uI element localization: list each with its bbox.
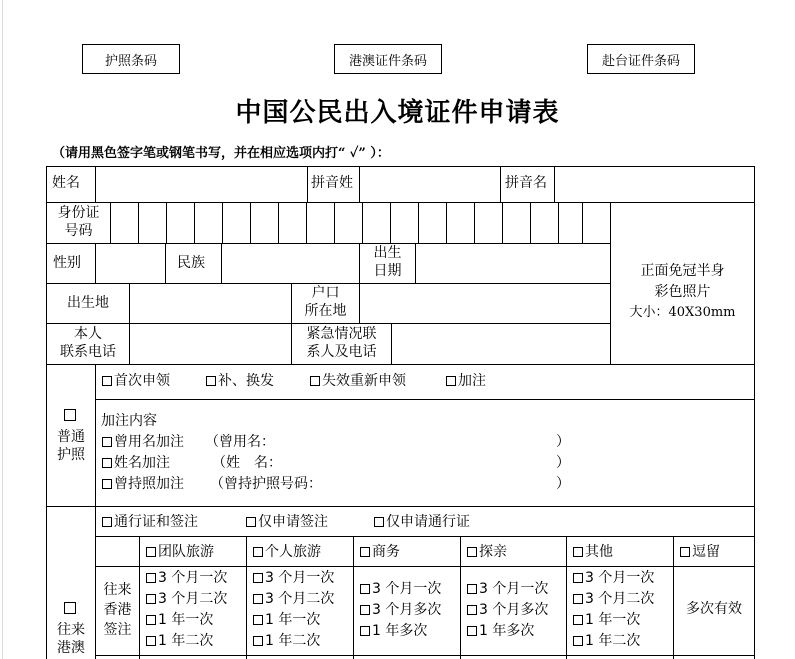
option-label: 失效重新申领: [322, 373, 406, 389]
vline: [566, 536, 567, 659]
option-label: 仅申请签注: [258, 514, 328, 530]
hk-option-permit-and-visa[interactable]: [102, 513, 198, 532]
checkbox-icon: [102, 479, 112, 489]
option-label: 3 个月一次: [479, 581, 549, 597]
pinyin-given-label: 拼音名: [505, 175, 547, 191]
vline: [129, 283, 130, 324]
vline: [139, 536, 140, 659]
photo-note-line3: 大小：40X30mm: [629, 305, 736, 320]
ethnicity-label: 民族: [177, 255, 205, 271]
hk-option-visa-only[interactable]: [246, 513, 328, 532]
option-label: 曾持照加注: [114, 476, 184, 492]
vline: [502, 202, 503, 244]
option-label: 仅申请通行证: [386, 514, 470, 530]
option-label: 3 个月一次: [158, 570, 228, 586]
option-label: 1 年多次: [372, 623, 428, 639]
checkbox-icon: [573, 615, 583, 625]
checkbox-icon: [467, 584, 477, 594]
checkbox-icon: [146, 615, 156, 625]
emergency-contact-label-line1: 紧急情况联: [306, 326, 377, 342]
other-option[interactable]: [573, 590, 654, 609]
taiwan-barcode-label: 赴台证件条码: [601, 53, 680, 69]
vline: [222, 202, 223, 244]
vline: [110, 202, 111, 244]
hk-row-label-line1: 往来: [103, 582, 132, 598]
other-option[interactable]: [573, 632, 640, 651]
checkbox-icon: [360, 605, 370, 615]
stay-multiple-valid: 多次有效: [686, 601, 742, 617]
checkbox-icon: [467, 605, 477, 615]
vline: [278, 202, 279, 244]
vline: [673, 536, 674, 659]
option-label: 团队旅游: [158, 544, 214, 560]
vline: [474, 202, 475, 244]
phone-label-line2: 联系电话: [60, 344, 116, 360]
option-label: 1 年一次: [585, 612, 641, 628]
personal-tour-option[interactable]: [253, 632, 320, 651]
checkbox-icon: [146, 594, 156, 604]
vline: [307, 166, 308, 203]
vline: [391, 323, 392, 365]
pinyin-surname-label: 拼音姓: [311, 175, 353, 191]
checkbox-icon: [146, 573, 156, 583]
checkbox-icon: [206, 376, 216, 386]
option-label: 个人旅游: [265, 544, 321, 560]
personal-tour-option[interactable]: [253, 569, 334, 588]
vline: [246, 536, 247, 659]
taiwan-barcode-box: [587, 44, 695, 74]
visa-type-stay[interactable]: [680, 543, 720, 562]
vline: [558, 202, 559, 244]
hline: [46, 364, 755, 365]
checkbox-icon: [102, 458, 112, 468]
option-label: 3 个月多次: [479, 602, 549, 618]
id-number-label-line2: 号码: [64, 223, 93, 239]
checkbox-icon: [573, 547, 583, 557]
group-tour-option[interactable]: [146, 632, 213, 651]
checkbox-icon: [253, 636, 263, 646]
checkbox-icon: [446, 376, 456, 386]
group-tour-option[interactable]: [146, 590, 227, 609]
checkbox-icon: [310, 376, 320, 386]
checkbox-icon: [360, 584, 370, 594]
visit-family-option[interactable]: [467, 601, 548, 620]
id-number-label-line1: 身份证: [57, 205, 100, 221]
hkmacau-section-label-line2: 港澳: [57, 640, 85, 656]
option-label: 3 个月二次: [585, 591, 655, 607]
passport-section-label-line1: 普通: [57, 429, 85, 445]
option-label: 其他: [585, 544, 613, 560]
vline: [166, 202, 167, 244]
option-label: 通行证和签注: [114, 514, 198, 530]
hkmacau-barcode-label: 港澳证件条码: [348, 53, 427, 69]
hline: [95, 536, 755, 537]
vline: [221, 243, 222, 284]
vline: [334, 202, 335, 244]
checkbox-icon: [573, 636, 583, 646]
birth-date-label-line2: 日期: [373, 263, 402, 279]
instruction-note: （请用黑色签字笔或钢笔书写，并在相应选项内打“ ✓” ）：: [52, 146, 390, 161]
hk-row-label-line2: 香港: [103, 602, 132, 618]
option-label: 曾用名加注: [114, 434, 184, 450]
passport-barcode-label: 护照条码: [104, 53, 157, 69]
endorse-former-passport-detail: （曾持护照号码：: [210, 476, 322, 492]
checkbox-icon: [253, 594, 263, 604]
form-title: 中国公民出入境证件申请表: [235, 98, 560, 128]
passport-option-endorse[interactable]: [446, 372, 486, 391]
checkbox-icon: [467, 547, 477, 557]
hline: [95, 399, 755, 400]
other-option[interactable]: [573, 569, 654, 588]
option-label: 首次申领: [114, 373, 170, 389]
visit-family-option[interactable]: [467, 580, 548, 599]
option-label: 3 个月多次: [372, 602, 442, 618]
vline: [138, 202, 139, 244]
phone-label-line1: 本人: [74, 326, 102, 342]
checkbox-icon: [680, 547, 690, 557]
passport-section-label-line2: 护照: [57, 447, 85, 463]
photo-note-line1: 正面免冠半身: [640, 263, 725, 279]
frame-right: [754, 166, 755, 659]
checkbox-icon: [360, 626, 370, 636]
checkbox-icon: [253, 547, 263, 557]
visa-type-personal-tour[interactable]: [253, 543, 321, 562]
checkbox-icon: [360, 547, 370, 557]
emergency-contact-label-line2: 系人及电话: [306, 344, 377, 360]
option-label: 3 个月一次: [585, 570, 655, 586]
passport-option-replace[interactable]: [206, 372, 274, 391]
name-label: 姓名: [52, 175, 80, 191]
endorse-name-close: ）: [556, 455, 570, 471]
hkmacau-section-label-line1: 往来: [57, 622, 85, 638]
hline: [46, 202, 755, 203]
checkbox-icon: [253, 615, 263, 625]
option-label: 3 个月一次: [372, 581, 442, 597]
option-label: 3 个月二次: [158, 591, 228, 607]
hk-row-label-line3: 签注: [103, 622, 132, 638]
passport-barcode-box: [82, 44, 180, 74]
option-label: 1 年二次: [585, 633, 641, 649]
business-option[interactable]: [360, 622, 427, 641]
option-label: 3 个月一次: [265, 570, 335, 586]
endorse-former-passport[interactable]: [102, 475, 184, 494]
vline: [95, 364, 96, 507]
checkbox-icon: [146, 547, 156, 557]
option-label: 1 年二次: [265, 633, 321, 649]
visa-type-group-tour[interactable]: [146, 543, 214, 562]
hkmacau-section-checkbox[interactable]: [64, 602, 76, 614]
checkbox-icon: [102, 376, 112, 386]
visa-type-business[interactable]: [360, 543, 400, 562]
passport-section-checkbox[interactable]: [64, 409, 76, 421]
option-label: 1 年二次: [158, 633, 214, 649]
vline: [460, 536, 461, 659]
photo-note-line2: 彩色照片: [654, 284, 711, 300]
option-label: 探亲: [479, 544, 507, 560]
visa-type-visit-family[interactable]: [467, 543, 507, 562]
hkmacau-barcode-box: [334, 44, 442, 74]
vline: [359, 166, 360, 203]
option-label: 逗留: [692, 544, 720, 560]
option-label: 1 年多次: [479, 623, 535, 639]
visit-family-option[interactable]: [467, 622, 534, 641]
vline: [95, 166, 96, 203]
hline: [46, 243, 610, 244]
group-tour-option[interactable]: [146, 611, 213, 630]
group-tour-option[interactable]: [146, 569, 227, 588]
business-option[interactable]: [360, 601, 441, 620]
checkbox-icon: [573, 573, 583, 583]
business-option[interactable]: [360, 580, 441, 599]
vline: [95, 243, 96, 284]
option-label: 3 个月二次: [265, 591, 335, 607]
checkbox-icon: [573, 594, 583, 604]
sex-label: 性别: [53, 255, 81, 271]
checkbox-icon: [102, 437, 112, 447]
checkbox-icon: [102, 517, 112, 527]
endorse-former-name-detail: （曾用名：: [205, 434, 275, 450]
option-label: 1 年一次: [265, 612, 321, 628]
endorse-former-passport-close: ）: [556, 476, 570, 492]
birth-date-label-line1: 出生: [373, 245, 402, 261]
checkbox-icon: [374, 517, 384, 527]
option-label: 补、换发: [218, 373, 274, 389]
option-label: 加注: [458, 373, 486, 389]
hukou-label-line1: 户口: [311, 285, 340, 301]
other-option[interactable]: [573, 611, 640, 630]
hline: [46, 506, 755, 507]
endorse-content-title: 加注内容: [101, 413, 157, 429]
vline: [165, 243, 166, 284]
checkbox-icon: [246, 517, 256, 527]
vline: [194, 202, 195, 244]
endorse-former-name[interactable]: [102, 433, 184, 452]
personal-tour-option[interactable]: [253, 611, 320, 630]
endorse-name[interactable]: [102, 454, 170, 473]
option-label: 1 年一次: [158, 612, 214, 628]
vline: [250, 202, 251, 244]
vline: [359, 283, 360, 324]
vline: [306, 202, 307, 244]
hk-option-permit-only[interactable]: [374, 513, 470, 532]
personal-tour-option[interactable]: [253, 590, 334, 609]
hline: [95, 566, 755, 567]
passport-option-reapply[interactable]: [310, 372, 406, 391]
endorse-name-detail: （姓 名：: [212, 455, 282, 471]
hline: [46, 323, 610, 324]
checkbox-icon: [146, 636, 156, 646]
checkbox-icon: [253, 573, 263, 583]
vline: [500, 166, 501, 203]
vline: [554, 166, 555, 203]
vline: [415, 243, 416, 284]
visa-type-other[interactable]: [573, 543, 613, 562]
vline: [362, 202, 363, 244]
endorse-former-name-close: ）: [556, 434, 570, 450]
vline: [390, 202, 391, 244]
vline: [418, 202, 419, 244]
vline: [446, 202, 447, 244]
hukou-label-line2: 所在地: [304, 303, 347, 319]
vline: [129, 323, 130, 365]
hline: [95, 655, 755, 656]
checkbox-icon: [467, 626, 477, 636]
vline: [530, 202, 531, 244]
option-label: 商务: [372, 544, 400, 560]
option-label: 姓名加注: [114, 455, 170, 471]
vline: [353, 536, 354, 659]
frame-top: [46, 166, 755, 167]
birthplace-label: 出生地: [67, 295, 109, 311]
vline: [582, 202, 583, 244]
passport-option-first[interactable]: [102, 372, 170, 391]
